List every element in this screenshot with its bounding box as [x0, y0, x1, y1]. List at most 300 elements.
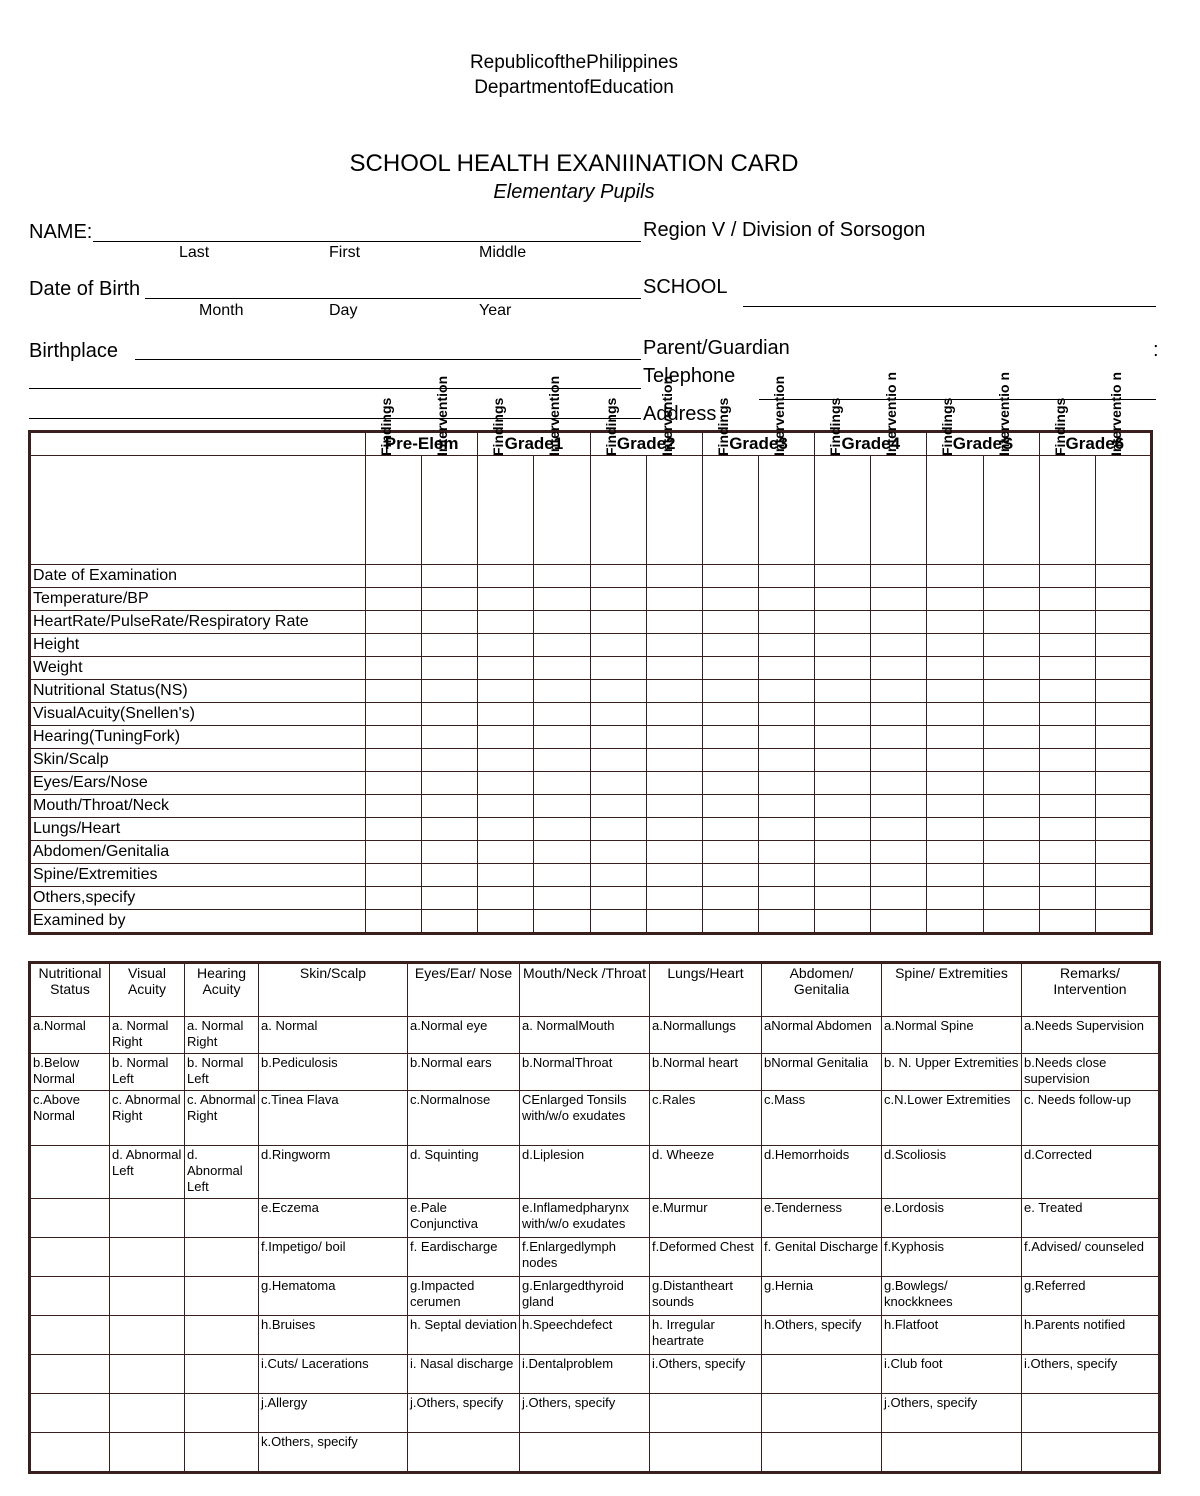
name-last-label: Last — [179, 244, 210, 261]
parent-label: Parent/Guardian — [643, 337, 790, 359]
exam-entry-cell[interactable] — [478, 772, 534, 795]
exam-entry-cell[interactable] — [366, 634, 422, 657]
exam-entry-cell[interactable] — [1039, 795, 1095, 818]
exam-entry-cell[interactable] — [1039, 726, 1095, 749]
exam-entry-cell[interactable] — [758, 887, 814, 910]
legend-cell: b.Needs close supervision — [1022, 1054, 1160, 1091]
exam-entry-cell[interactable] — [815, 565, 871, 588]
exam-entry-cell[interactable] — [983, 795, 1039, 818]
exam-entry-cell[interactable] — [646, 634, 702, 657]
exam-entry-cell[interactable] — [422, 565, 478, 588]
exam-entry-cell[interactable] — [871, 772, 927, 795]
school-field[interactable] — [743, 306, 1156, 307]
name-first-label: First — [329, 244, 361, 261]
exam-entry-cell[interactable] — [815, 726, 871, 749]
exam-entry-cell[interactable] — [422, 772, 478, 795]
exam-entry-cell[interactable] — [590, 887, 646, 910]
exam-entry-cell[interactable] — [646, 772, 702, 795]
exam-entry-cell[interactable] — [534, 887, 590, 910]
exam-entry-cell[interactable] — [1039, 657, 1095, 680]
exam-entry-cell[interactable] — [422, 703, 478, 726]
exam-entry-cell[interactable] — [871, 680, 927, 703]
exam-entry-cell[interactable] — [815, 749, 871, 772]
exam-entry-cell[interactable] — [478, 726, 534, 749]
exam-entry-cell[interactable] — [1039, 887, 1095, 910]
exam-entry-cell[interactable] — [422, 749, 478, 772]
exam-entry-cell[interactable] — [1039, 565, 1095, 588]
dob-label: Date of Birth — [29, 278, 141, 300]
legend-cell: g.Hernia — [762, 1277, 882, 1316]
legend-cell: e.Tenderness — [762, 1199, 882, 1238]
exam-entry-cell[interactable] — [702, 611, 758, 634]
exam-entry-cell[interactable] — [983, 611, 1039, 634]
exam-entry-cell[interactable] — [366, 611, 422, 634]
legend-cell: b. Normal Left — [110, 1054, 185, 1091]
findings-label: Findings — [1051, 397, 1068, 456]
legend-cell: f.Advised/ counseled — [1022, 1238, 1160, 1277]
exam-entry-cell[interactable] — [871, 565, 927, 588]
exam-entry-cell[interactable] — [702, 749, 758, 772]
exam-entry-cell[interactable] — [1095, 703, 1151, 726]
exam-entry-cell[interactable] — [1095, 864, 1151, 887]
exam-entry-cell[interactable] — [1095, 887, 1151, 910]
dob-field[interactable] — [145, 298, 641, 299]
legend-cell: g.Impacted cerumen — [408, 1277, 520, 1316]
name-field[interactable] — [93, 241, 641, 242]
exam-entry-cell[interactable] — [815, 841, 871, 864]
exam-entry-cell[interactable] — [534, 680, 590, 703]
legend-cell — [650, 1394, 762, 1433]
exam-entry-cell[interactable] — [534, 634, 590, 657]
exam-entry-cell[interactable] — [478, 749, 534, 772]
legend-cell: g.Referred — [1022, 1277, 1160, 1316]
exam-entry-cell[interactable] — [1095, 565, 1151, 588]
legend-header: Remarks/ Intervention — [1022, 963, 1160, 1017]
exam-entry-cell[interactable] — [815, 887, 871, 910]
exam-entry-cell[interactable] — [534, 703, 590, 726]
exam-entry-cell[interactable] — [366, 795, 422, 818]
exam-entry-cell[interactable] — [646, 657, 702, 680]
exam-entry-cell[interactable] — [927, 795, 983, 818]
exam-entry-cell[interactable] — [702, 565, 758, 588]
exam-entry-cell[interactable] — [646, 588, 702, 611]
exam-entry-cell[interactable] — [1095, 611, 1151, 634]
exam-entry-cell[interactable] — [422, 864, 478, 887]
exam-entry-cell[interactable] — [702, 634, 758, 657]
exam-entry-cell[interactable] — [871, 887, 927, 910]
exam-entry-cell[interactable] — [983, 772, 1039, 795]
legend-cell — [1022, 1433, 1160, 1473]
exam-entry-cell[interactable] — [702, 588, 758, 611]
exam-entry-cell[interactable] — [366, 887, 422, 910]
legend-cell — [30, 1394, 110, 1433]
legend-cell — [110, 1238, 185, 1277]
exam-entry-cell[interactable] — [1095, 749, 1151, 772]
exam-entry-cell[interactable] — [758, 749, 814, 772]
legend-cell: f.Enlargedlymph nodes — [520, 1238, 650, 1277]
exam-entry-cell[interactable] — [366, 588, 422, 611]
republic-heading: RepublicofthePhilippines — [469, 52, 679, 73]
exam-entry-cell[interactable] — [422, 910, 478, 934]
exam-entry-cell[interactable] — [815, 910, 871, 934]
legend-cell: a. Normal — [259, 1017, 408, 1054]
legend-cell: j.Others, specify — [882, 1394, 1022, 1433]
exam-entry-cell[interactable] — [646, 703, 702, 726]
exam-entry-cell[interactable] — [590, 565, 646, 588]
exam-entry-cell[interactable] — [366, 818, 422, 841]
exam-entry-cell[interactable] — [983, 634, 1039, 657]
exam-entry-cell[interactable] — [927, 634, 983, 657]
exam-entry-cell[interactable] — [927, 864, 983, 887]
exam-entry-cell[interactable] — [478, 818, 534, 841]
exam-entry-cell[interactable] — [983, 565, 1039, 588]
exam-entry-cell[interactable] — [927, 818, 983, 841]
exam-entry-cell[interactable] — [1095, 657, 1151, 680]
exam-entry-cell[interactable] — [590, 588, 646, 611]
exam-entry-cell[interactable] — [646, 680, 702, 703]
exam-entry-cell[interactable] — [478, 910, 534, 934]
exam-entry-cell[interactable] — [758, 657, 814, 680]
exam-entry-cell[interactable] — [1039, 703, 1095, 726]
exam-entry-cell[interactable] — [758, 864, 814, 887]
exam-row-label: Lungs/Heart — [30, 818, 366, 841]
exam-entry-cell[interactable] — [366, 749, 422, 772]
legend-cell: c.Mass — [762, 1091, 882, 1146]
exam-entry-cell[interactable] — [422, 634, 478, 657]
exam-entry-cell[interactable] — [815, 657, 871, 680]
exam-entry-cell[interactable] — [1095, 726, 1151, 749]
exam-entry-cell[interactable] — [815, 588, 871, 611]
exam-row-label: Weight — [30, 657, 366, 680]
exam-entry-cell[interactable] — [758, 565, 814, 588]
exam-entry-cell[interactable] — [815, 864, 871, 887]
exam-entry-cell[interactable] — [534, 772, 590, 795]
exam-entry-cell[interactable] — [1095, 772, 1151, 795]
exam-entry-cell[interactable] — [927, 841, 983, 864]
exam-entry-cell[interactable] — [534, 864, 590, 887]
exam-entry-cell[interactable] — [366, 910, 422, 934]
legend-table — [28, 961, 1161, 1474]
findings-label: Findings — [714, 397, 731, 456]
exam-entry-cell[interactable] — [983, 887, 1039, 910]
exam-entry-cell[interactable] — [646, 864, 702, 887]
telephone-field[interactable] — [759, 399, 1156, 400]
exam-entry-cell[interactable] — [1095, 680, 1151, 703]
exam-entry-cell[interactable] — [1039, 864, 1095, 887]
legend-cell: d. Abnormal Left — [185, 1146, 259, 1199]
legend-cell — [882, 1433, 1022, 1473]
exam-entry-cell[interactable] — [983, 588, 1039, 611]
legend-cell — [762, 1433, 882, 1473]
exam-entry-cell[interactable] — [534, 910, 590, 934]
exam-entry-cell[interactable] — [815, 818, 871, 841]
exam-entry-cell[interactable] — [927, 657, 983, 680]
exam-entry-cell[interactable] — [366, 726, 422, 749]
grade-header: Pre-Elem — [366, 432, 478, 456]
exam-entry-cell[interactable] — [871, 841, 927, 864]
exam-entry-cell[interactable] — [927, 887, 983, 910]
exam-entry-cell[interactable] — [1039, 841, 1095, 864]
legend-cell: d.Hemorrhoids — [762, 1146, 882, 1199]
exam-entry-cell[interactable] — [1095, 818, 1151, 841]
exam-entry-cell[interactable] — [366, 703, 422, 726]
exam-entry-cell[interactable] — [927, 749, 983, 772]
exam-entry-cell[interactable] — [815, 772, 871, 795]
exam-entry-cell[interactable] — [1039, 910, 1095, 934]
legend-cell — [408, 1433, 520, 1473]
exam-entry-cell[interactable] — [758, 634, 814, 657]
exam-entry-cell[interactable] — [1039, 634, 1095, 657]
exam-entry-cell[interactable] — [815, 634, 871, 657]
legend-cell: b.Below Normal — [30, 1054, 110, 1091]
exam-entry-cell[interactable] — [871, 749, 927, 772]
grade-header: GradeS — [927, 432, 1039, 456]
grade-header: Grade2 — [590, 432, 702, 456]
exam-entry-cell[interactable] — [422, 726, 478, 749]
exam-entry-cell[interactable] — [646, 841, 702, 864]
exam-entry-cell[interactable] — [534, 657, 590, 680]
exam-entry-cell[interactable] — [590, 910, 646, 934]
legend-row — [30, 1316, 1160, 1355]
exam-entry-cell[interactable] — [871, 818, 927, 841]
exam-entry-cell[interactable] — [927, 588, 983, 611]
legend-header: Eyes/Ear/ Nose — [408, 963, 520, 1017]
exam-entry-cell[interactable] — [590, 680, 646, 703]
exam-entry-cell[interactable] — [422, 680, 478, 703]
exam-row — [30, 703, 1152, 726]
exam-entry-cell[interactable] — [534, 749, 590, 772]
exam-entry-cell[interactable] — [366, 841, 422, 864]
telephone-label: Telephone — [643, 365, 736, 387]
exam-entry-cell[interactable] — [1039, 772, 1095, 795]
exam-entry-cell[interactable] — [702, 864, 758, 887]
exam-entry-cell[interactable] — [478, 588, 534, 611]
exam-entry-cell[interactable] — [927, 703, 983, 726]
legend-cell: e.Inflamedpharynx with/w/o exudates — [520, 1199, 650, 1238]
exam-entry-cell[interactable] — [422, 611, 478, 634]
exam-entry-cell[interactable] — [702, 795, 758, 818]
exam-entry-cell[interactable] — [1039, 611, 1095, 634]
exam-entry-cell[interactable] — [534, 795, 590, 818]
exam-entry-cell[interactable] — [927, 910, 983, 934]
exam-entry-cell[interactable] — [422, 657, 478, 680]
exam-entry-cell[interactable] — [366, 864, 422, 887]
school-label: SCHOOL — [643, 276, 728, 298]
exam-entry-cell[interactable] — [871, 795, 927, 818]
exam-entry-cell[interactable] — [983, 680, 1039, 703]
exam-row — [30, 680, 1152, 703]
exam-entry-cell[interactable] — [983, 910, 1039, 934]
exam-entry-cell[interactable] — [871, 588, 927, 611]
exam-entry-cell[interactable] — [422, 818, 478, 841]
exam-entry-cell[interactable] — [534, 588, 590, 611]
exam-entry-cell[interactable] — [983, 657, 1039, 680]
exam-entry-cell[interactable] — [983, 841, 1039, 864]
exam-entry-cell[interactable] — [702, 818, 758, 841]
exam-entry-cell[interactable] — [646, 887, 702, 910]
intervention-header — [422, 375, 478, 565]
exam-row — [30, 910, 1152, 934]
legend-cell — [30, 1238, 110, 1277]
exam-entry-cell[interactable] — [478, 841, 534, 864]
exam-entry-cell[interactable] — [758, 588, 814, 611]
exam-entry-cell[interactable] — [815, 611, 871, 634]
exam-entry-cell[interactable] — [702, 657, 758, 680]
exam-entry-cell[interactable] — [590, 864, 646, 887]
exam-entry-cell[interactable] — [1039, 680, 1095, 703]
address-label: Address — [643, 403, 717, 425]
exam-entry-cell[interactable] — [758, 841, 814, 864]
exam-entry-cell[interactable] — [758, 703, 814, 726]
exam-entry-cell[interactable] — [478, 634, 534, 657]
exam-entry-cell[interactable] — [646, 818, 702, 841]
exam-entry-cell[interactable] — [422, 588, 478, 611]
exam-entry-cell[interactable] — [871, 657, 927, 680]
exam-row-label: Abdomen/Genitalia — [30, 841, 366, 864]
exam-entry-cell[interactable] — [534, 611, 590, 634]
exam-entry-cell[interactable] — [758, 772, 814, 795]
exam-entry-cell[interactable] — [478, 864, 534, 887]
exam-entry-cell[interactable] — [871, 634, 927, 657]
grade-header-row — [30, 432, 1152, 456]
exam-entry-cell[interactable] — [646, 726, 702, 749]
exam-entry-cell[interactable] — [590, 749, 646, 772]
legend-cell: f. Eardischarge — [408, 1238, 520, 1277]
exam-entry-cell[interactable] — [983, 864, 1039, 887]
card-title: SCHOOL HEALTH EXANIINATION CARD — [349, 150, 799, 177]
exam-entry-cell[interactable] — [927, 565, 983, 588]
intervention-label: Intervention — [434, 375, 451, 456]
exam-row — [30, 588, 1152, 611]
exam-entry-cell[interactable] — [702, 841, 758, 864]
exam-entry-cell[interactable] — [927, 772, 983, 795]
exam-entry-cell[interactable] — [927, 680, 983, 703]
exam-entry-cell[interactable] — [702, 910, 758, 934]
exam-entry-cell[interactable] — [366, 657, 422, 680]
exam-entry-cell[interactable] — [478, 680, 534, 703]
exam-entry-cell[interactable] — [758, 818, 814, 841]
intervention-label: Intervention — [546, 375, 563, 456]
legend-cell: i.Others, specify — [650, 1355, 762, 1394]
exam-entry-cell[interactable] — [1095, 795, 1151, 818]
intervention-label: Interventio n — [995, 371, 1012, 456]
exam-entry-cell[interactable] — [1039, 818, 1095, 841]
exam-row — [30, 749, 1152, 772]
exam-entry-cell[interactable] — [366, 565, 422, 588]
exam-entry-cell[interactable] — [534, 726, 590, 749]
legend-header-row — [30, 963, 1160, 1017]
exam-entry-cell[interactable] — [871, 726, 927, 749]
exam-entry-cell[interactable] — [534, 818, 590, 841]
exam-entry-cell[interactable] — [702, 726, 758, 749]
exam-row — [30, 726, 1152, 749]
exam-entry-cell[interactable] — [590, 634, 646, 657]
parent-colon: : — [1153, 339, 1159, 361]
exam-entry-cell[interactable] — [478, 565, 534, 588]
exam-entry-cell[interactable] — [534, 841, 590, 864]
exam-entry-cell[interactable] — [534, 565, 590, 588]
exam-entry-cell[interactable] — [702, 887, 758, 910]
exam-entry-cell[interactable] — [478, 887, 534, 910]
exam-entry-cell[interactable] — [590, 657, 646, 680]
exam-entry-cell[interactable] — [646, 795, 702, 818]
exam-entry-cell[interactable] — [983, 749, 1039, 772]
exam-entry-cell[interactable] — [983, 703, 1039, 726]
legend-cell — [110, 1355, 185, 1394]
exam-entry-cell[interactable] — [590, 611, 646, 634]
exam-entry-cell[interactable] — [590, 818, 646, 841]
exam-entry-cell[interactable] — [646, 749, 702, 772]
exam-entry-cell[interactable] — [815, 680, 871, 703]
exam-entry-cell[interactable] — [422, 795, 478, 818]
exam-entry-cell[interactable] — [702, 772, 758, 795]
exam-entry-cell[interactable] — [590, 795, 646, 818]
exam-entry-cell[interactable] — [590, 841, 646, 864]
exam-entry-cell[interactable] — [1039, 749, 1095, 772]
exam-entry-cell[interactable] — [422, 841, 478, 864]
exam-entry-cell[interactable] — [646, 910, 702, 934]
legend-cell: c.Normalnose — [408, 1091, 520, 1146]
exam-entry-cell[interactable] — [815, 795, 871, 818]
legend-header: Mouth/Neck /Throat — [520, 963, 650, 1017]
exam-entry-cell[interactable] — [366, 772, 422, 795]
exam-entry-cell[interactable] — [1095, 634, 1151, 657]
exam-entry-cell[interactable] — [927, 611, 983, 634]
exam-entry-cell[interactable] — [702, 680, 758, 703]
legend-cell: a.Normal — [30, 1017, 110, 1054]
exam-entry-cell[interactable] — [478, 611, 534, 634]
exam-entry-cell[interactable] — [702, 703, 758, 726]
legend-cell: b. Normal Left — [185, 1054, 259, 1091]
exam-entry-cell[interactable] — [983, 818, 1039, 841]
exam-entry-cell[interactable] — [1095, 588, 1151, 611]
legend-cell: g.Hematoma — [259, 1277, 408, 1316]
legend-cell — [110, 1316, 185, 1355]
exam-entry-cell[interactable] — [366, 680, 422, 703]
exam-entry-cell[interactable] — [590, 703, 646, 726]
exam-entry-cell[interactable] — [1039, 588, 1095, 611]
dob-year-label: Year — [479, 302, 512, 319]
exam-entry-cell[interactable] — [758, 795, 814, 818]
exam-entry-cell[interactable] — [758, 611, 814, 634]
exam-entry-cell[interactable] — [478, 657, 534, 680]
exam-entry-cell[interactable] — [758, 726, 814, 749]
exam-entry-cell[interactable] — [983, 726, 1039, 749]
exam-entry-cell[interactable] — [646, 611, 702, 634]
exam-entry-cell[interactable] — [1095, 910, 1151, 934]
birthplace-field[interactable] — [135, 359, 641, 360]
exam-entry-cell[interactable] — [758, 910, 814, 934]
exam-entry-cell[interactable] — [590, 772, 646, 795]
legend-cell: h.Others, specify — [762, 1316, 882, 1355]
legend-cell: e.Lordosis — [882, 1199, 1022, 1238]
exam-entry-cell[interactable] — [1095, 841, 1151, 864]
grade-header: Grade6 — [1039, 432, 1151, 456]
exam-entry-cell[interactable] — [646, 565, 702, 588]
exam-entry-cell[interactable] — [871, 703, 927, 726]
exam-entry-cell[interactable] — [815, 703, 871, 726]
legend-cell — [185, 1316, 259, 1355]
exam-entry-cell[interactable] — [590, 726, 646, 749]
exam-entry-cell[interactable] — [871, 611, 927, 634]
exam-entry-cell[interactable] — [478, 795, 534, 818]
exam-entry-cell[interactable] — [871, 910, 927, 934]
exam-entry-cell[interactable] — [871, 864, 927, 887]
exam-entry-cell[interactable] — [927, 726, 983, 749]
exam-entry-cell[interactable] — [478, 703, 534, 726]
exam-entry-cell[interactable] — [422, 887, 478, 910]
exam-entry-cell[interactable] — [758, 680, 814, 703]
